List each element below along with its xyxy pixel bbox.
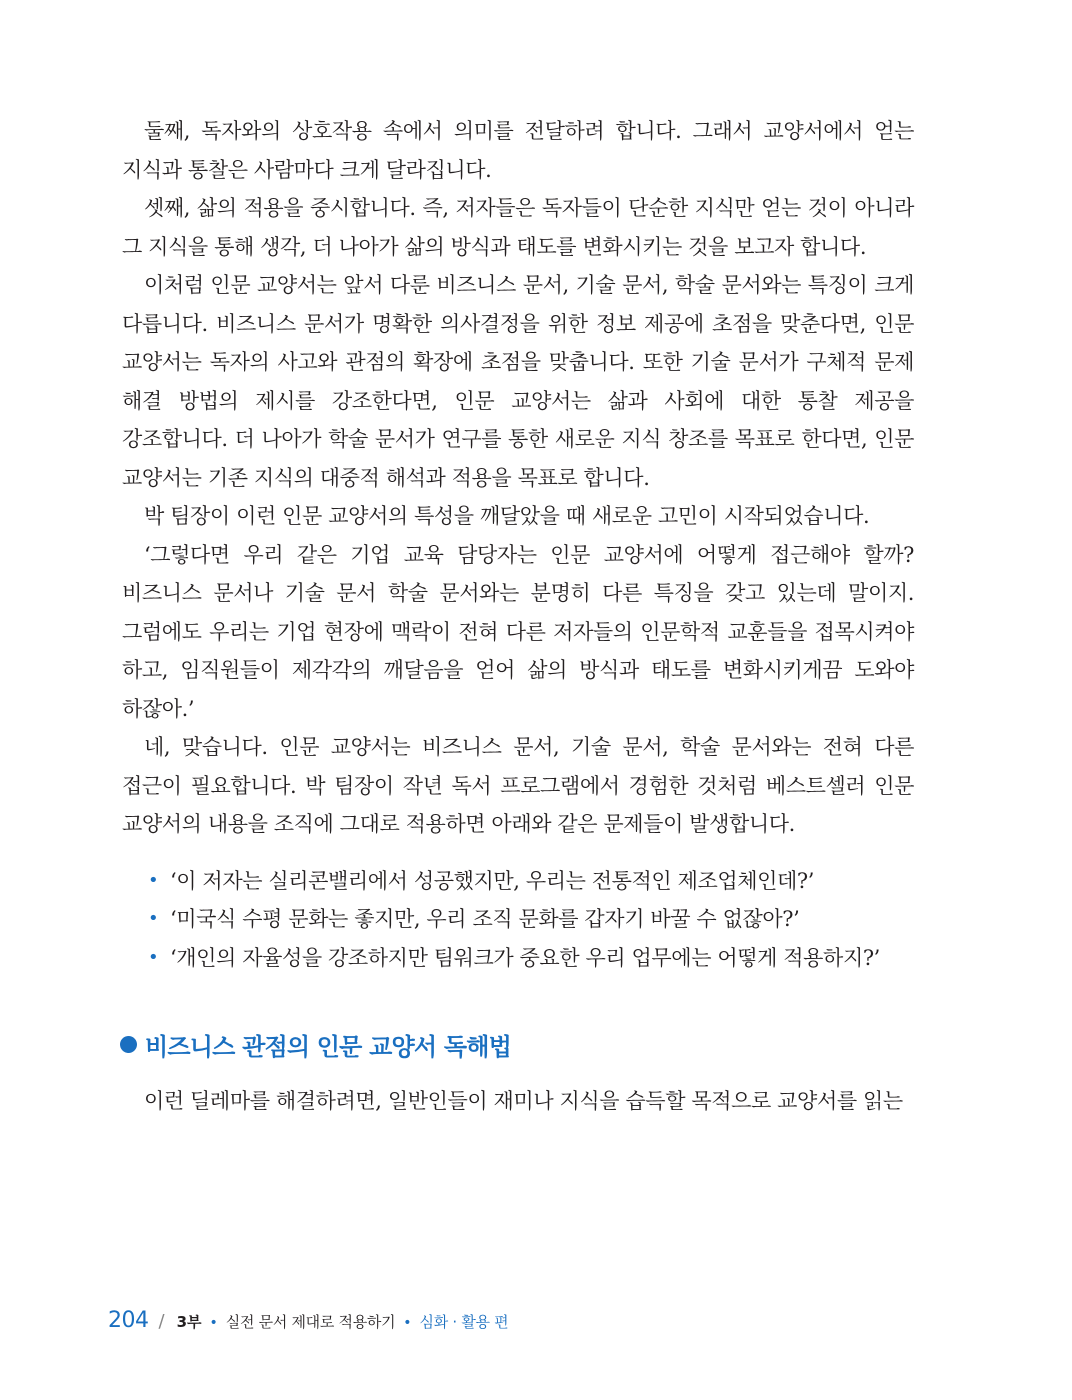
bullet-list <box>122 862 914 978</box>
section-heading-text: 비즈니스 관점의 인문 교양서 독해법 <box>145 1033 511 1061</box>
bullet-item <box>148 862 914 901</box>
paragraph: 셋째, 삶의 적용을 중시합니다. 즉, 저자들은 독자들이 단순한 지식만 얻는 것이 아니라 그 지식을 통해 생각, 더 나아가 삶의 방식과 태도를 변화시키는 것을 보고자 합니다. <box>122 196 914 259</box>
separator-dot-icon: • <box>403 1315 412 1331</box>
paragraph: 박 팀장이 이런 인문 교양서의 특성을 깨달았을 때 새로운 고민이 시작되었습니다. <box>144 504 870 528</box>
page-number: 204 <box>108 1308 149 1333</box>
paragraph: 네, 맞습니다. 인문 교양서는 비즈니스 문서, 기술 문서, 학술 문서와는 전혀 다른 접근이 필요합니다. 박 팀장이 작년 독서 프로그램에서 경험한 것처럼 베스트셀러 인문 교양서의 내용을 조직에 그대로 적용하면 아래와 같은 문제들이 발생합니다. <box>122 735 914 836</box>
paragraph: 이처럼 인문 교양서는 앞서 다룬 비즈니스 문서, 기술 문서, 학술 문서와는 특징이 크게 다릅니다. 비즈니스 문서가 명확한 의사결정을 위한 정보 제공에 초점을 맞춘다면, 인문 교양서는 독자의 사고와 관점의 확장에 초점을 맞춥니다. 또한 기술 문서가 구체적 문제 해결 방법의 제시를 강조한다면, 인문 교양서는 삶과 사회에 대한 통찰 제공을 강조합니다. 더 나아가 학술 문서가 연구를 통한 새로운 지식 창조를 목표로 한다면, 인문 교양서는 기존 지식의 대중적 해석과 적용을 목표로 합니다. <box>122 273 914 490</box>
bullet-text: ‘이 저자는 실리콘밸리에서 성공했지만, 우리는 전통적인 제조업체인데?’ <box>170 868 815 893</box>
page-footer <box>108 1308 508 1333</box>
separator-dot-icon: • <box>209 1315 218 1331</box>
bullet-dot-icon: • <box>148 869 159 891</box>
bullet-dot-icon: • <box>148 908 159 929</box>
bullet-item <box>148 939 914 978</box>
bullet-dot-icon: • <box>148 946 159 968</box>
part-label: 3부 <box>176 1313 202 1331</box>
page-body <box>122 112 914 1121</box>
circle-bullet-icon <box>120 1036 137 1053</box>
bullet-text: ‘미국식 수평 문화는 좋지만, 우리 조직 문화를 갑자기 바꿀 수 없잖아?’ <box>170 907 800 931</box>
footer-slash: / <box>158 1311 165 1332</box>
section-heading <box>120 1027 912 1062</box>
chapter-title: 실전 문서 제대로 적용하기 <box>225 1313 396 1331</box>
edition-label: 심화 · 활용 편 <box>419 1313 509 1331</box>
paragraph: 이런 딜레마를 해결하려면, 일반인들이 재미나 지식을 습득할 목적으로 교양서를 읽는 <box>144 1089 903 1113</box>
bullet-item <box>148 900 914 939</box>
paragraph: ‘그렇다면 우리 같은 기업 교육 담당자는 인문 교양서에 어떻게 접근해야 할까? 비즈니스 문서나 기술 문서 학술 문서와는 분명히 다른 특징을 갖고 있는데 말이지. 그럼에도 우리는 기업 현장에 맥락이 전혀 다른 저자들의 인문학적 교훈들을 접목시켜야 하고, 임직원들이 제각각의 깨달음을 얻어 삶의 방식과 태도를 변화시키게끔 도와야 하잖아.’ <box>122 542 914 721</box>
paragraph: 둘째, 독자와의 상호작용 속에서 의미를 전달하려 합니다. 그래서 교양서에서 얻는 지식과 통찰은 사람마다 크게 달라집니다. <box>122 119 914 182</box>
bullet-text: ‘개인의 자율성을 강조하지만 팀워크가 중요한 우리 업무에는 어떻게 적용하지?’ <box>170 945 880 970</box>
